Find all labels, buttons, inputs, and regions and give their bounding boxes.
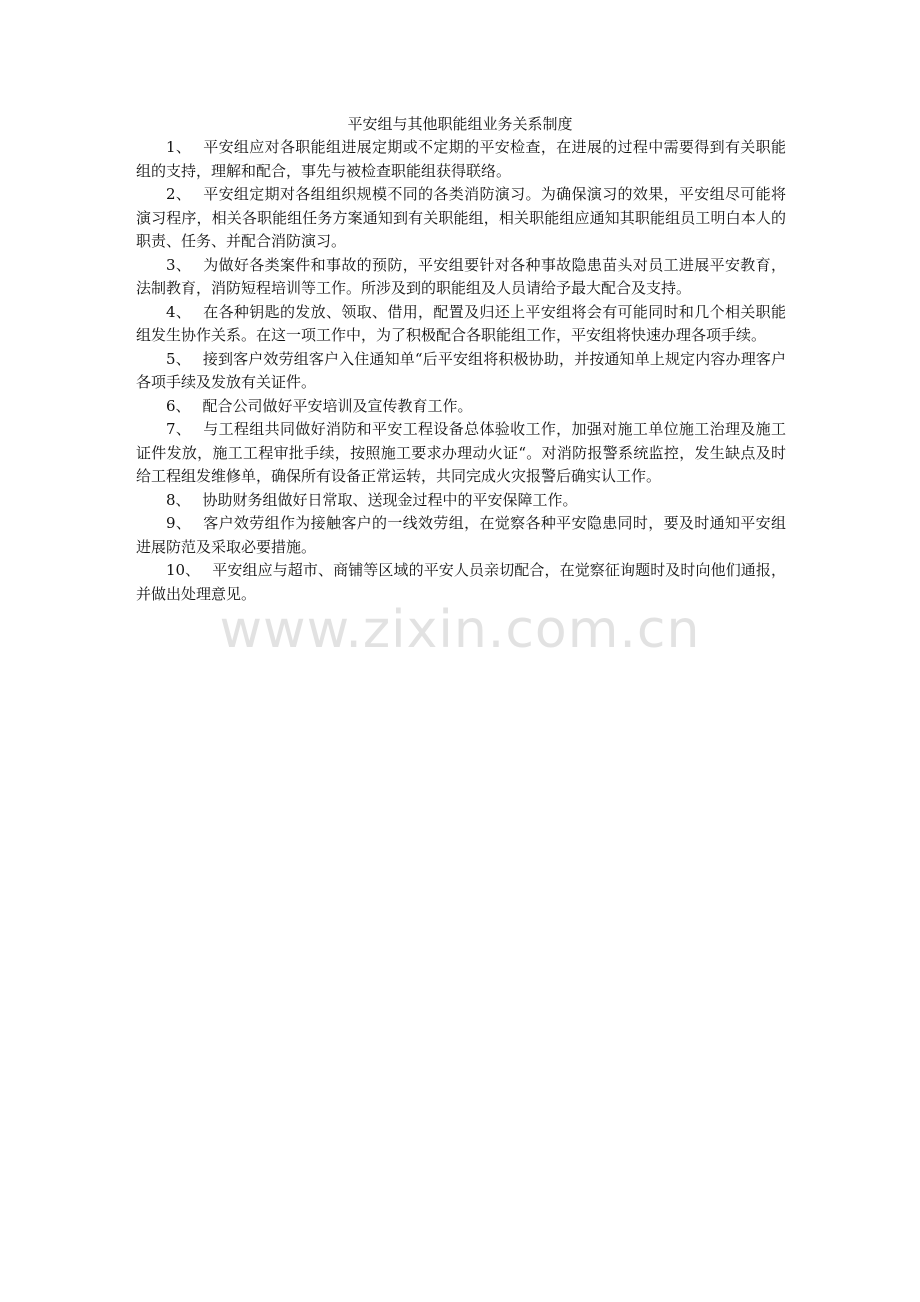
clause-3 — [136, 254, 786, 301]
clause-2 — [136, 183, 786, 254]
clause-number: 4、 — [166, 302, 192, 321]
clause-number: 9、 — [166, 514, 192, 532]
clause-number: 7、 — [166, 420, 192, 438]
clause-10 — [136, 559, 786, 606]
clause-number: 3、 — [166, 255, 192, 274]
clause-number: 2、 — [166, 185, 192, 203]
clause-text: 平安组应与超市、商铺等区域的平安人员亲切配合，在觉察征询题时及时向他们通报，并做出处理意见。 — [136, 561, 786, 603]
clause-4 — [136, 301, 786, 348]
watermark: www.zixin.com.cn — [219, 600, 701, 660]
clause-text: 配合公司做好平安培训及宣传教育工作。 — [202, 396, 473, 415]
clause-number: 1、 — [166, 138, 192, 156]
document-title: 平安组与其他职能组业务关系制度 — [347, 115, 573, 133]
clause-text: 协助财务组做好日常取、送现金过程中的平安保障工作。 — [202, 490, 578, 509]
clause-number: 8、 — [166, 490, 191, 509]
clause-number: 5、 — [166, 349, 191, 368]
clause-1 — [136, 136, 786, 183]
clause-text: 客户效劳组作为接触客户的一线效劳组，在觉察各种平安隐患同时，要及时通知平安组进展防范及采取必要措施。 — [136, 514, 786, 556]
clause-9 — [136, 512, 786, 559]
clause-text: 与工程组共同做好消防和平安工程设备总体验收工作，加强对施工单位施工治理及施工证件发放，施工工程审批手续，按照施工要求办理动火证“。对消防报警系统监控，发生缺点及时给工程组发维修单，确保所有设备正常运转，共同完成火灾报警后确实认工作。 — [136, 420, 786, 485]
clause-number: 6、 — [166, 396, 191, 415]
clause-5 — [136, 348, 786, 395]
clause-6 — [136, 395, 786, 419]
clause-text: 平安组应对各职能组进展定期或不定期的平安检查，在进展的过程中需要得到有关职能组的支持，理解和配合，事先与被检查职能组获得联络。 — [136, 138, 786, 180]
clause-text: 平安组定期对各组组织规模不同的各类消防演习。为确保演习的效果，平安组尽可能将演习程序，相关各职能组任务方案通知到有关职能组，相关职能组应通知其职能组员工明白本人的职责、任务、并配合消防演习。 — [136, 185, 786, 250]
clause-8 — [136, 489, 786, 513]
clause-text: 为做好各类案件和事故的预防，平安组要针对各种事故隐患苗头对员工进展平安教育，法制教育，消防短程培训等工作。所涉及到的职能组及人员请给予最大配合及支持。 — [136, 255, 786, 297]
clause-number: 10、 — [166, 561, 201, 579]
clause-7 — [136, 418, 786, 489]
clause-text: 接到客户效劳组客户入住通知单“后平安组将积极协助，并按通知单上规定内容办理客户各项手续及发放有关证件。 — [136, 349, 786, 391]
clause-text: 在各种钥匙的发放、领取、借用，配置及归还上平安组将会有可能同时和几个相关职能组发生协作关系。在这一项工作中，为了积极配合各职能组工作，平安组将快速办理各项手续。 — [136, 302, 786, 344]
document-body — [136, 136, 786, 606]
